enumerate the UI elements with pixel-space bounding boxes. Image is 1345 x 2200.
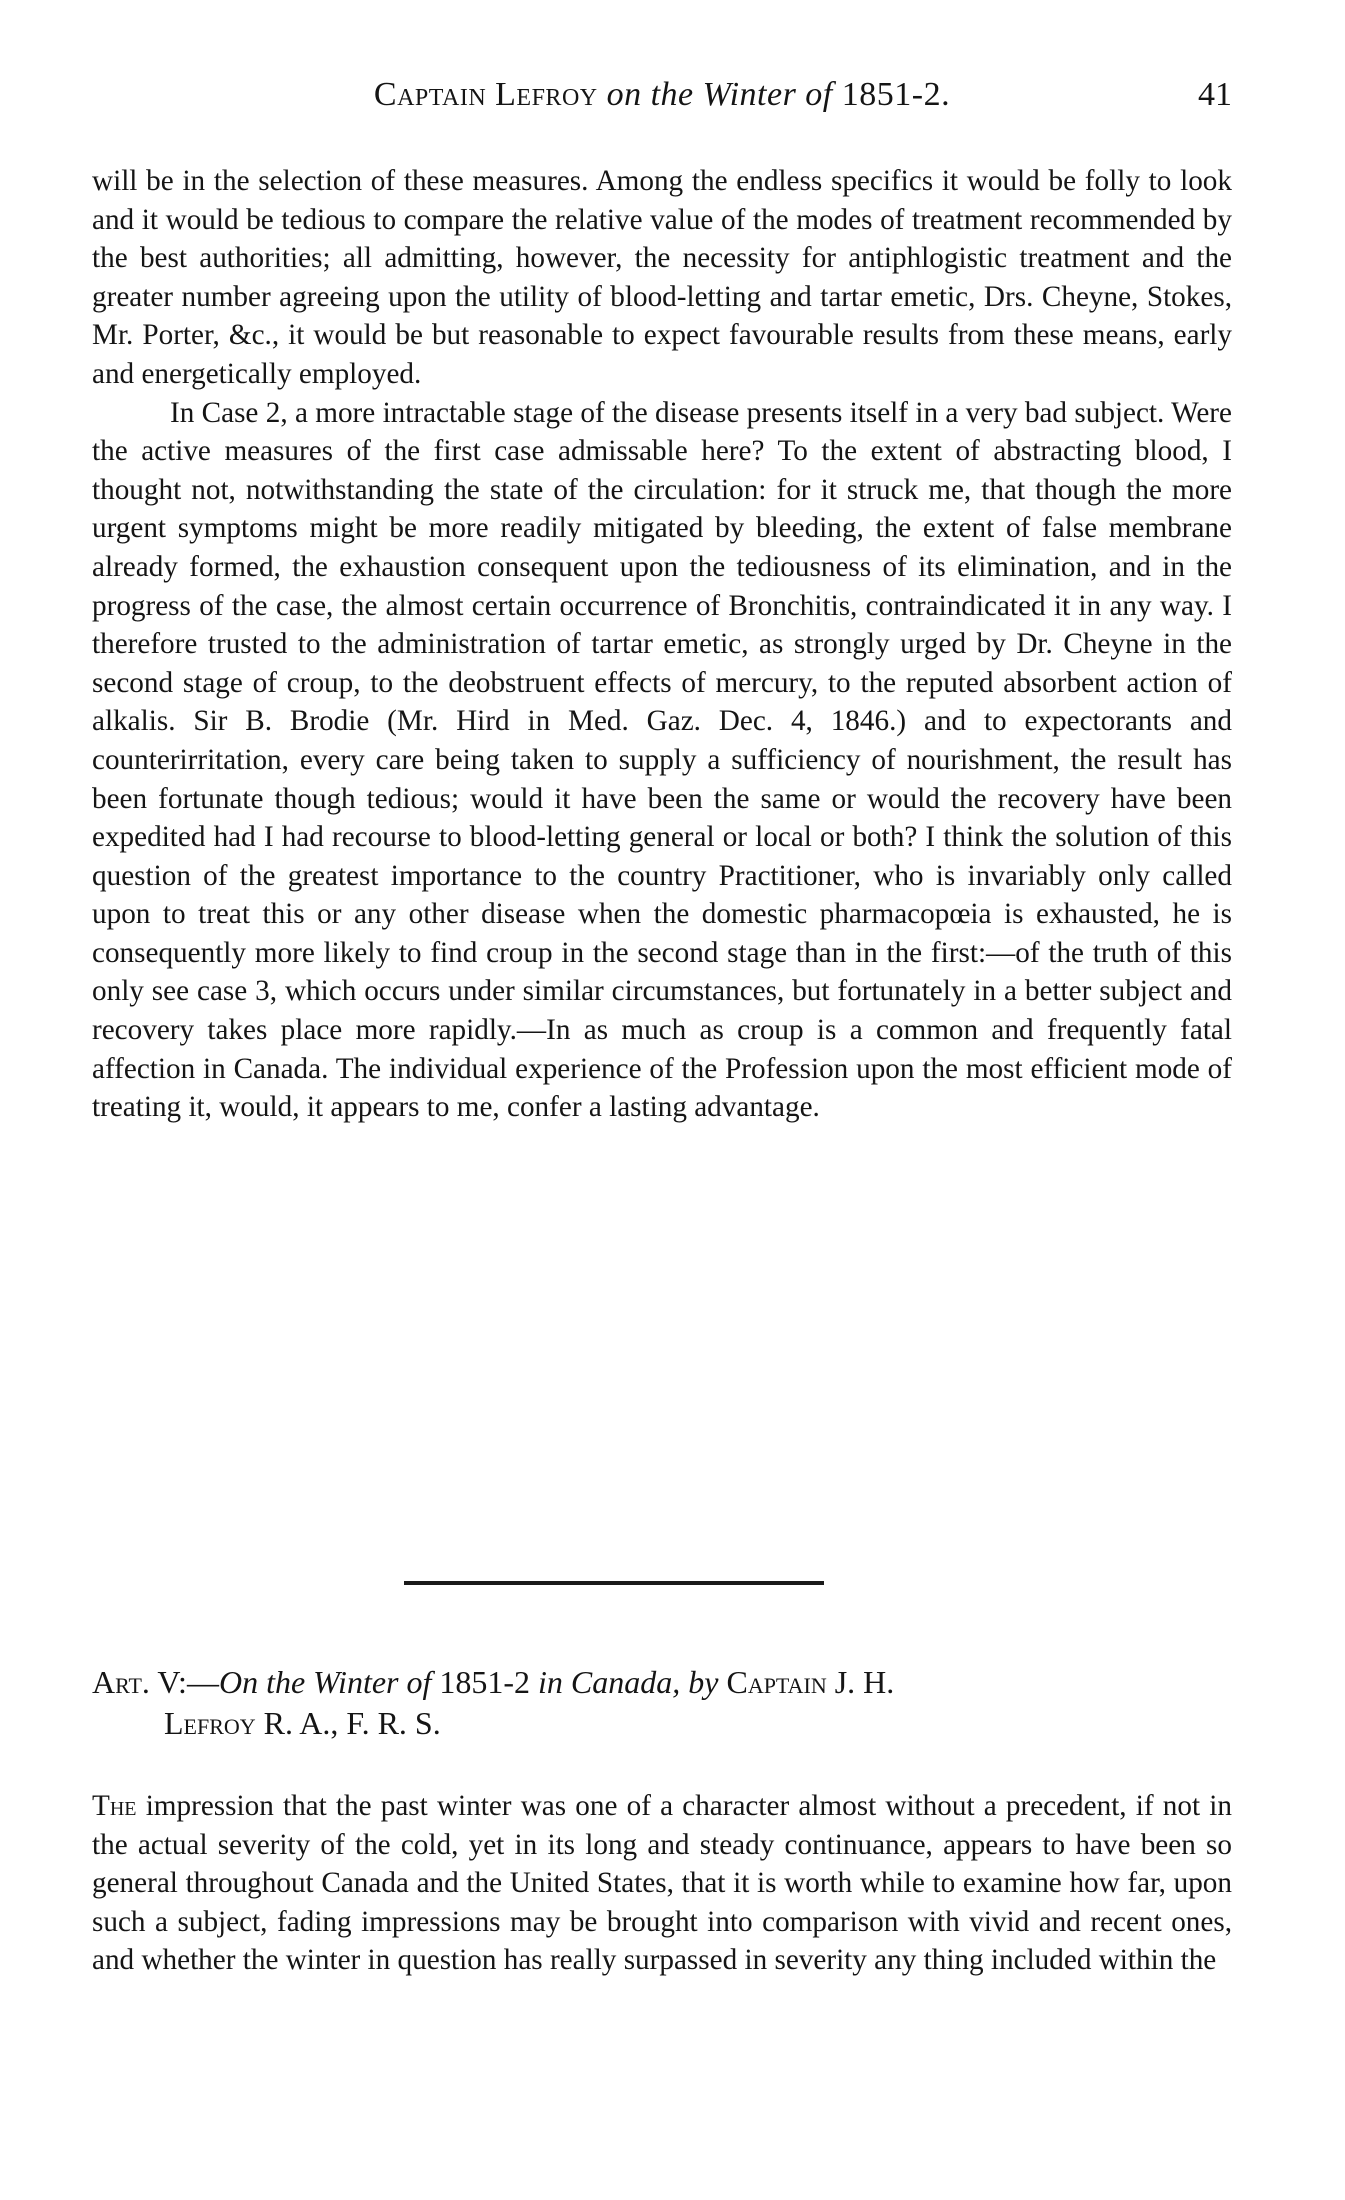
running-title-subject: on the Winter of: [606, 76, 833, 113]
article-opening-word: The: [92, 1790, 137, 1822]
running-head: [92, 70, 1232, 120]
article-first-paragraph: [92, 1787, 1232, 1980]
article-title-year: 1851-2: [439, 1664, 531, 1700]
article-first-paragraph-text: impression that the past winter was one of a character almost without a precedent, if not in the actual severity of the cold, yet in its long and steady continuance, appears to have been so general throughout Canada and the United States, that it is worth while to examine how far, upon such a subject, fading impressions may be brought into comparison with vivid and recent ones, and whether the winter in question has really surpassed in severity any thing included within the: [92, 1790, 1232, 1977]
article-heading: [92, 1662, 1232, 1744]
article-body: [92, 1787, 1232, 1980]
article-author-line1: Captain J. H.: [726, 1664, 895, 1700]
article-title-part2: in Canada, by: [538, 1664, 719, 1700]
article-label: Art. V:—: [92, 1664, 219, 1700]
section-divider: [404, 1581, 824, 1585]
running-title-year: 1851-2.: [841, 76, 951, 113]
paragraph-continued: will be in the selection of these measures. Among the endless specifics it would be folly to look and it would be tedious to compare the relative value of the modes of treatment recommended by the best authorities; all admitting, however, the necessity for antiphlogistic treatment and the greater number agreeing upon the utility of blood-letting and tartar emetic, Drs. Cheyne, Stokes, Mr. Porter, &c., it would be but reasonable to expect favourable results from these means, early and energetically employed.: [92, 165, 1232, 390]
article-author-line2: Lefroy R. A., F. R. S.: [164, 1705, 441, 1741]
continued-article-text: [92, 162, 1232, 1127]
running-title: [92, 70, 1232, 120]
paragraph-case-2: In Case 2, a more intractable stage of the disease presents itself in a very bad subject. Were the active measures of the first case admissable here? To the extent of abstracting blood, I thought not, notwithstanding the state of the circulation: for it struck me, that though the more urgent symptoms might be more readily mitigated by bleeding, the extent of false membrane already formed, the exhaustion consequent upon the tediousness of its elimination, and in the progress of the case, the almost certain occurrence of Bronchitis, contraindicated it in any way. I therefore trusted to the administration of tartar emetic, as strongly urged by Dr. Cheyne in the second stage of croup, to the deobstruent effects of mercury, to the reputed absorbent action of alkalis. Sir B. Brodie (Mr. Hird in Med. Gaz. Dec. 4, 1846.) and to expectorants and counterirritation, every care being taken to supply a sufficiency of nourishment, the result has been fortunate though tedious; would it have been the same or would the recovery have been expedited had I had recourse to blood-letting general or local or both? I think the solution of this question of the greatest importance to the country Practitioner, who is invariably only called upon to treat this or any other disease when the domestic pharmacopœia is exhausted, he is consequently more likely to find croup in the second stage than in the first:—of the truth of this only see case 3, which occurs under similar circumstances, but fortunately in a better subject and recovery takes place more rapidly.—In as much as croup is a common and frequently fatal affection in Canada. The individual experience of the Profession upon the most efficient mode of treating it, would, it appears to me, confer a lasting advantage.: [92, 396, 1232, 1124]
article-title-part1: On the Winter of: [218, 1664, 432, 1700]
page-number: 41: [1198, 76, 1232, 113]
running-title-author: Captain Lefroy: [373, 76, 598, 113]
